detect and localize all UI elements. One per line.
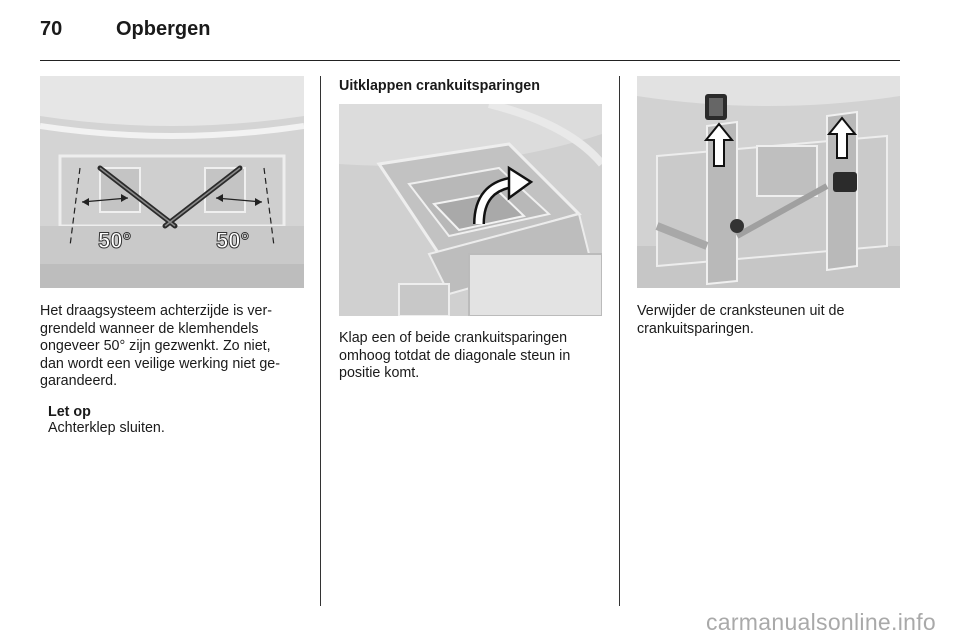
section-heading: Uitklappen crankuitsparingen [339, 78, 540, 94]
paragraph-line: garandeerd. [40, 373, 118, 390]
paragraph-line: crankuitsparingen. [637, 320, 754, 337]
column-divider-2 [619, 76, 620, 606]
fold-paragraph [339, 330, 570, 383]
clamp-lever-figure [40, 76, 304, 288]
header-divider [40, 60, 900, 61]
crank-support-figure [637, 76, 900, 288]
paragraph-line: omhoog totdat de diagonale steun in [339, 347, 571, 364]
crank-recess-figure [339, 104, 602, 316]
paragraph-line: ongeveer 50° zijn gezwenkt. Zo niet, [40, 338, 271, 355]
angle-label-right: 50° [216, 228, 250, 253]
paragraph-line: dan wordt een veilige werking niet ge- [40, 355, 281, 372]
note-text: Achterklep sluiten. [48, 420, 165, 436]
remove-paragraph [637, 303, 844, 338]
paragraph-line: Klap een of beide crankuitsparingen [339, 330, 568, 346]
angle-label-left: 50° [98, 228, 132, 253]
lever-paragraph [40, 303, 280, 391]
paragraph-line: grendeld wanneer de klemhendels [40, 320, 259, 337]
page-title: Opbergen [116, 18, 211, 40]
page-number: 70 [40, 18, 63, 40]
clamp-lever-illustration [40, 76, 304, 288]
paragraph-line: positie komt. [339, 365, 420, 382]
paragraph-line: Verwijder de cranksteunen uit de [637, 303, 845, 319]
watermark: carmanualsonline.info [705, 609, 936, 635]
note-title: Let op [48, 404, 91, 420]
paragraph-line: Het draagsysteem achterzijde is ver- [40, 303, 273, 319]
column-divider-1 [320, 76, 321, 606]
crank-recess-illustration [339, 104, 602, 316]
crank-support-illustration [637, 76, 900, 288]
